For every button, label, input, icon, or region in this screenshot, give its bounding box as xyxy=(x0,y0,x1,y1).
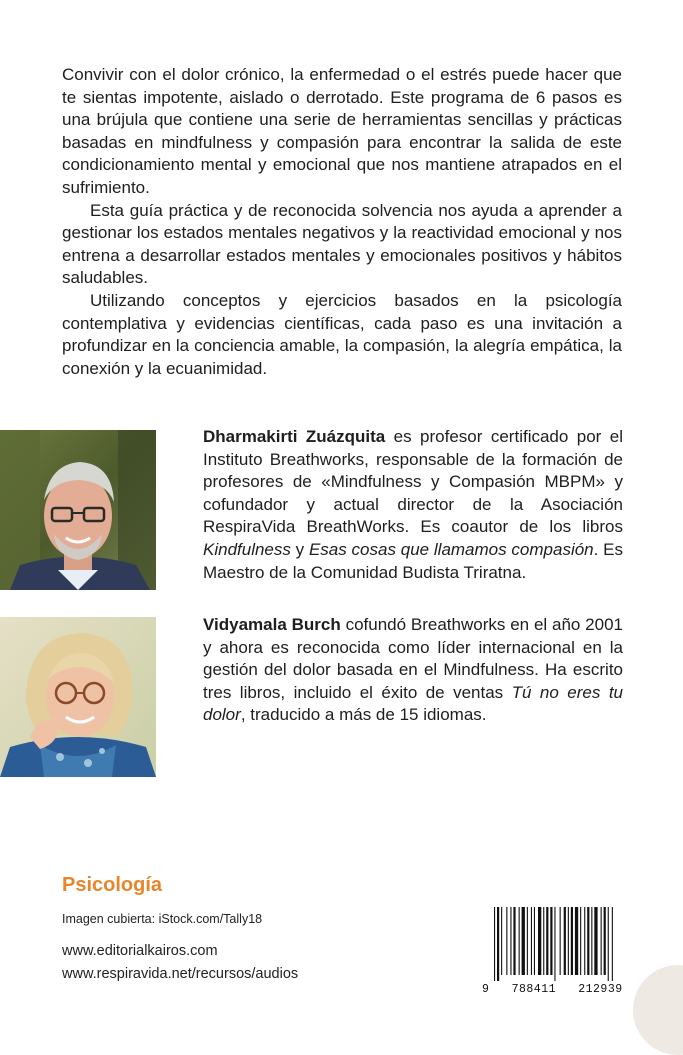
image-credit: Imagen cubierta: iStock.com/Tally18 xyxy=(62,912,263,926)
author-portrait-woman xyxy=(0,617,156,777)
barcode-bar xyxy=(494,907,495,981)
barcode-bar xyxy=(522,907,525,975)
barcode-bar xyxy=(591,907,592,975)
book-title: Esas cosas que llamamos compasión xyxy=(308,539,594,559)
book-title: Tú no eres tu dolor xyxy=(203,682,623,725)
barcode-bar xyxy=(538,907,541,975)
author-portrait-man xyxy=(0,430,156,590)
barcode-bar xyxy=(527,907,528,975)
isbn-barcode xyxy=(482,905,640,997)
blurb-paragraph-2: Esta guía práctica y de reconocida solvencia nos ayuda a aprender a gestionar los estados mentales negativos y la reactividad emocional y nos entrena a desarrollar estados mentales y emocionales positivos y hábitos saludables. xyxy=(62,200,622,288)
barcode-bar xyxy=(546,907,548,975)
barcode-bar xyxy=(534,907,535,975)
barcode-bar xyxy=(587,907,589,975)
book-title: Kindfulness xyxy=(203,539,291,559)
barcode-bar xyxy=(497,907,499,981)
barcode-digits: 9 788411 212939 xyxy=(482,983,623,996)
author-name: Dharmakirti Zuázquita xyxy=(203,427,386,446)
barcode-bar xyxy=(554,907,555,981)
barcode-bar xyxy=(604,907,606,975)
barcode-bar xyxy=(506,907,507,975)
barcode-bar xyxy=(571,907,573,975)
barcode-bar xyxy=(608,907,609,981)
barcode-bar xyxy=(584,907,585,975)
author-photo-vidyamala xyxy=(0,617,156,777)
barcode-bar xyxy=(612,907,613,981)
barcode-bar xyxy=(543,907,544,975)
blurb-paragraph-3: Utilizando conceptos y ejercicios basados en la psicología contemplativa y evidencias científicas, cada paso es una invitación a profundizar en la conciencia amable, la compasión, la alegría empática, la conexión y la ecuanimidad. xyxy=(62,290,622,378)
barcode-bar xyxy=(550,907,552,975)
barcode-bar xyxy=(580,907,581,975)
author-name: Vidyamala Burch xyxy=(203,615,341,634)
barcode-bar xyxy=(519,907,520,975)
author-bio-dharmakirti: Dharmakirti Zuázquita es profesor certificado por el Instituto Breathworks, responsable de la formación de profesores de «Mindfulness y Compasión MBPM» y cofundador y actual director de la Asociación RespiraVida BreathWorks. Es coautor de los libros Kindfulness y Esas cosas que llamamos compasión. Es Maestro de la Comunidad Budista Triratna. xyxy=(203,427,623,582)
barcode-bar xyxy=(560,907,561,975)
barcode-bar xyxy=(501,907,502,975)
blurb-paragraph-1: Convivir con el dolor crónico, la enfermedad o el estrés puede hacer que te sientas impotente, aislado o derrotado. Este programa de 6 pasos es una brújula que contiene una serie de herramientas sencillas y prácticas basadas en mindfulness y compasión para encontrar la salida de este condicionamiento mental y emocional que nos mantiene atrapados en el sufrimiento. xyxy=(62,65,622,197)
barcode-bar xyxy=(510,907,511,975)
back-cover-blurb xyxy=(62,64,622,380)
audio-resources-website: www.respiravida.net/recursos/audios xyxy=(62,966,299,982)
barcode-bar xyxy=(564,907,566,975)
decorative-corner xyxy=(633,965,683,1055)
barcode-bar xyxy=(594,907,597,975)
publisher-website: www.editorialkairos.com xyxy=(62,943,218,959)
barcode-bar xyxy=(568,907,569,975)
barcode-bar xyxy=(601,907,602,975)
barcode-bar xyxy=(575,907,578,975)
barcode-bar xyxy=(531,907,532,975)
category-label: Psicología xyxy=(62,874,163,896)
barcode-bars xyxy=(482,905,640,981)
barcode-bar xyxy=(513,907,515,975)
author-bio-vidyamala: Vidyamala Burch cofundó Breathworks en el año 2001 y ahora es reconocida como líder internacional en la gestión del dolor basada en el Mindfulness. Ha escrito tres libros, incluido el éxito de ventas Tú no eres tu dolor, traducido a más de 15 idiomas. xyxy=(203,615,624,725)
author-photo-dharmakirti xyxy=(0,430,156,590)
